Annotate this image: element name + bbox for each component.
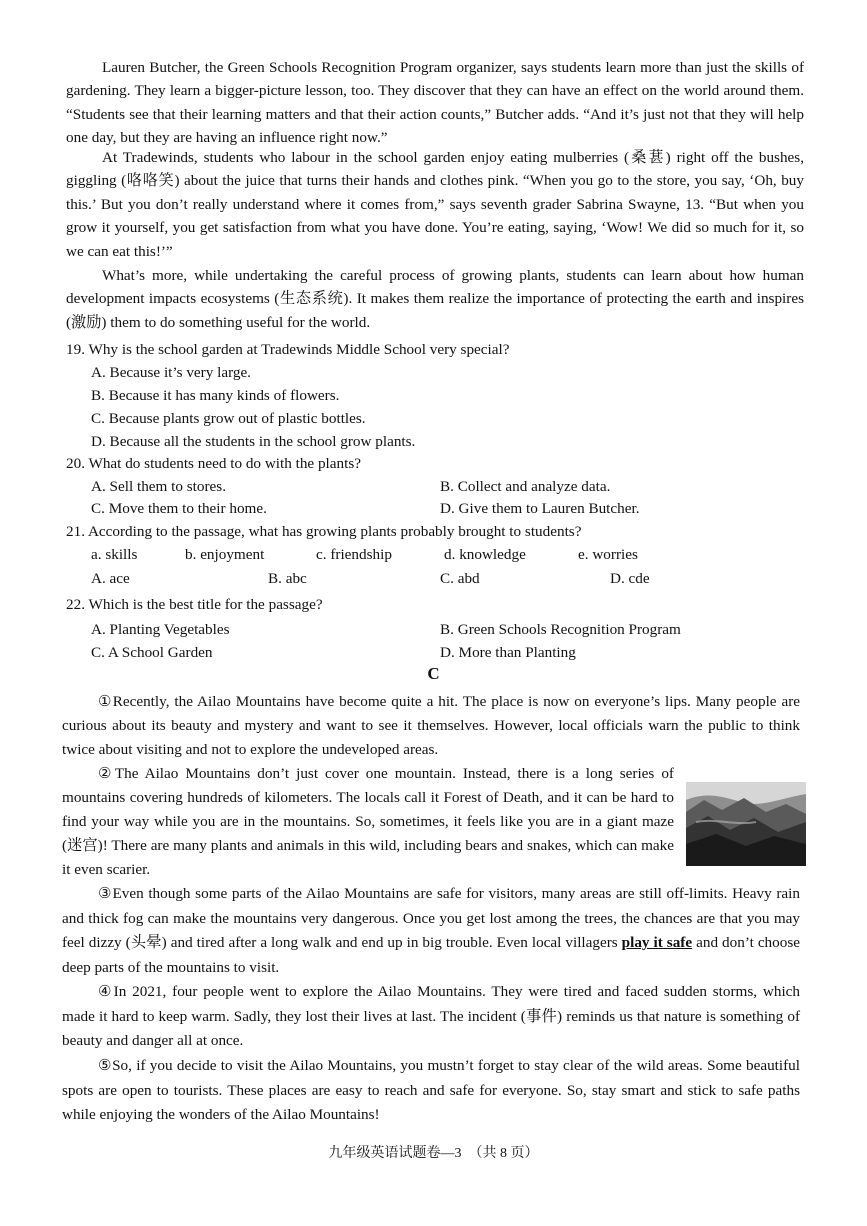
question-21-item-b: b. enjoyment [185, 546, 265, 563]
question-19-option-d: D. Because all the students in the school grow plants. [91, 433, 416, 450]
section-c-paragraph-1: ①Recently, the Ailao Mountains have become quite a hit. The place is now on everyone’s lips. Many people are curious about its beauty and mystery and want to see it themselves. However, local officials warn the public to think twice about visiting and not to explore the undeveloped areas. [62, 693, 800, 758]
passage-b-paragraph-2: At Tradewinds, students who labour in the school garden enjoy eating mulberries (桑葚) right off the bushes, giggling (咯咯笑) about the juice that turns their hands and clothes pink. “When you go to the store, you say, ‘Oh, buy this.’ But you don’t really understand where it comes from,” says seventh grader Sabrina Swayne, 13. “But when you grow it yourself, you get satisfaction from what you have done. You’re eating, saying, ‘Wow! We did so much for it, so we can eat this!’” [66, 149, 804, 260]
section-c-paragraph-2: ②The Ailao Mountains don’t just cover one mountain. Instead, there is a long series of mountains covering hundreds of kilometers. The locals call it Forest of Death, and it can be hard to find your way while you are in the mountains. So, sometimes, it feels like you are in a giant maze (迷宫)! There are many plants and animals in this wild, including bears and snakes, which can make it even scarier. [62, 765, 674, 878]
question-21-option-a: A. ace [91, 570, 130, 587]
question-22-stem: 22. Which is the best title for the passage? [66, 596, 323, 613]
question-21-option-c: C. abd [440, 570, 480, 587]
question-19-option-b: B. Because it has many kinds of flowers. [91, 387, 340, 404]
question-21-option-b: B. abc [268, 570, 307, 587]
question-21-item-d: d. knowledge [444, 546, 526, 563]
question-21-stem: 21. According to the passage, what has growing plants probably brought to students? [66, 523, 582, 540]
question-22-option-a: A. Planting Vegetables [91, 621, 230, 638]
question-21-item-c: c. friendship [316, 546, 392, 563]
question-20-option-c: C. Move them to their home. [91, 500, 267, 517]
question-20-option-b: B. Collect and analyze data. [440, 478, 611, 495]
question-22-option-c: C. A School Garden [91, 644, 213, 661]
section-c-paragraph-3-text-after: and don’t choose deep parts of the mountains to visit. [62, 934, 800, 976]
question-22-option-b: B. Green Schools Recognition Program [440, 621, 681, 638]
question-20-stem: 20. What do students need to do with the plants? [66, 455, 361, 472]
passage-b-paragraph-1: Lauren Butcher, the Green Schools Recognition Program organizer, says students learn more than just the skills of gardening. They learn a bigger-picture lesson, too. They discover that they can have an effect on the world around them. “Students see that their learning matters and that their action counts,” Butcher adds. “And it’s just not that they will help one day, but they are having an influence right now.” [66, 59, 804, 147]
section-c-paragraph-5: ⑤So, if you decide to visit the Ailao Mountains, you mustn’t forget to stay clear of the wild areas. Some beautiful spots are open to tourists. These places are easy to reach and safe for everyone. So, stay smart and stick to safe paths while enjoying the wonders of the Ailao Mountains! [62, 1057, 800, 1123]
question-22-option-d: D. More than Planting [440, 644, 576, 661]
question-20-option-a: A. Sell them to stores. [91, 478, 226, 495]
mountain-photo-graphic [686, 782, 806, 866]
question-21-option-d: D. cde [610, 570, 650, 587]
section-c-paragraph-3-text-before: ③Even though some parts of the Ailao Mountains are safe for visitors, many areas are still off-limits. Heavy rain and thick fog can make the mountains very dangerous. Once you get lost among the trees, the chances are that you may feel dizzy (头晕) and tired after a long walk and end up in big trouble. Even local villagers [62, 885, 800, 951]
question-19-option-a: A. Because it’s very large. [91, 364, 251, 381]
underlined-phrase: play it safe [621, 934, 693, 951]
question-21-item-e: e. worries [578, 546, 638, 563]
section-c-paragraph-4: ④In 2021, four people went to explore the Ailao Mountains. They were tired and faced sudden storms, which made it hard to keep warm. Sadly, they lost their lives at last. The incident (事件) reminds us that nature is something of beauty and danger all at once. [62, 983, 800, 1049]
question-20-option-d: D. Give them to Lauren Butcher. [440, 500, 640, 517]
question-19-option-c: C. Because plants grow out of plastic bottles. [91, 410, 366, 427]
page-footer: 九年级英语试题卷—3 （共 8 页） [328, 1146, 539, 1161]
question-19-stem: 19. Why is the school garden at Tradewinds Middle School very special? [66, 341, 510, 358]
mountain-photo [686, 782, 806, 866]
passage-b-paragraph-3: What’s more, while undertaking the careful process of growing plants, students can learn about how human development impacts ecosystems (生态系统). It makes them realize the importance of protecting the earth and inspires (激励) them to do something useful for the world. [66, 267, 804, 331]
section-c-paragraph-3 [62, 882, 800, 980]
section-c-title: C [427, 664, 440, 683]
question-21-item-a: a. skills [91, 546, 138, 563]
